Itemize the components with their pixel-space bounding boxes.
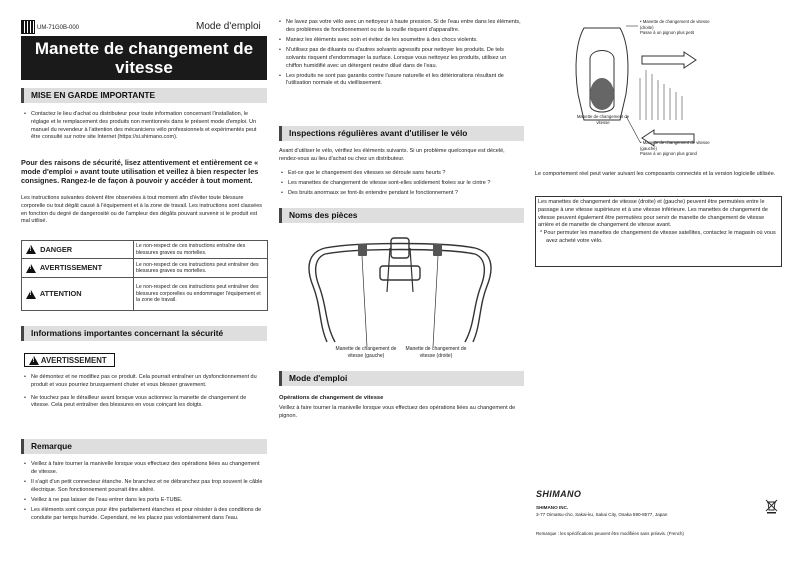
shimano-logo: SHIMANO xyxy=(536,489,582,499)
signal-text: Le non-respect de ces instructions peut entraîner des blessures corporelles ou endommager l'équipement et la zone de travail. xyxy=(134,278,268,311)
mode-text: Veillez à faire tourner la manivelle lorsque vous effectuez des opérations liées au changement de pignon. xyxy=(279,405,516,419)
inspections-list xyxy=(281,170,525,200)
qr-code-icon xyxy=(22,21,34,33)
mode-heading: Mode d'emploi xyxy=(279,371,524,386)
list-item: • Ne démontez et ne modifiez pas ce produit. Cela pourrait entraîner un dysfonctionnement du produit et vous pourriez brusquement chuter et vous blesser gravement. xyxy=(24,374,266,390)
list-item: • Les éléments sont conçus pour être parfaitement étanches et pour résister à des conditions de conduite par temps humide. Cependant, ne les placez pas volontairement dans l'eau. xyxy=(24,507,266,523)
caution-heading: MISE EN GARDE IMPORTANTE xyxy=(21,88,267,103)
list-item: • Des bruits anormaux se font-ils entendre pendant le fonctionnement ? xyxy=(281,190,525,198)
weee-bin-icon xyxy=(765,499,778,514)
diagram-right-sub: Passe à un pignon plus petit xyxy=(640,30,694,36)
mode-subheading: Opérations de changement de vitesse xyxy=(279,395,384,401)
inspections-heading: Inspections régulières avant d'utiliser le vélo xyxy=(279,126,524,141)
safety-heading: Informations importantes concernant la sécurité xyxy=(21,326,267,341)
permute-note-sub: * Pour permuter les manettes de changement de vitesse satellites, contactez le magasin où vous avez acheté votre vélo. xyxy=(540,230,776,244)
diagram-left-name: Manette de changement de vitesse (gauche) xyxy=(640,140,710,151)
table-row xyxy=(22,259,268,278)
safety-list xyxy=(24,374,266,412)
company-address: 3-77 Oimatsu-cho, Sakai-ku, Sakai City, Osaka 590-8577, Japan xyxy=(536,512,668,517)
table-row xyxy=(22,278,268,311)
handlebar-illustration xyxy=(295,232,505,350)
warning-triangle-icon xyxy=(26,264,36,273)
parts-label-right: Manette de changement de vitesse (droite) xyxy=(405,346,467,359)
caution-bold-text: Pour des raisons de sécurité, lisez attentivement et entièrement ce « mode d'emploi » avant toute utilisation et veillez à bien respecter les consignes. Rangez-le de façon à pouvoir y accéder à tout moment. xyxy=(21,158,259,185)
list-item: • Il s'agit d'un petit connecteur étanche. Ne branchez et ne débranchez pas trop souvent le câble électrique. Son fonctionnement pourrait être altéré. xyxy=(24,479,266,495)
signal-text: Le non-respect de ces instructions peut entraîner des blessures graves ou mortelles. xyxy=(134,259,268,278)
diagram-label-right: • Manette de changement de vitesse (droite) Passe à un pignon plus petit xyxy=(640,19,710,36)
remarque-heading: Remarque xyxy=(21,439,267,454)
behavior-note: Le comportement réel peut varier suivant les composants connectés et la version logicielle utilisée. xyxy=(535,171,776,177)
list-item: • Ne lavez pas votre vélo avec un nettoyeur à haute pression. Si de l'eau entre dans les éléments, des problèmes de fonctionnement ou de la rouille risquent d'apparaître. xyxy=(279,19,523,35)
signal-label: ATTENTION xyxy=(39,289,82,299)
diagram-label-shifter: Manette de changement de vitesse xyxy=(576,114,630,125)
diagram-left-sub: Passe à un pignon plus grand xyxy=(640,151,697,157)
list-item: • Est-ce que le changement des vitesses se déroule sans heurts ? xyxy=(281,170,525,178)
inspections-intro: Avant d'utiliser le vélo, vérifiez les éléments suivants. Si un problème quelconque est décelé, rendez-vous au lieu d'achat ou chez un distributeur. xyxy=(279,148,505,162)
list-item: • Les manettes de changement de vitesse sont-elles solidement fixées sur le cintre ? xyxy=(281,180,525,188)
warning-label-box xyxy=(24,353,115,367)
spec-remark: Remarque : les spécifications peuvent être modifiées sans préavis. (French) xyxy=(536,531,684,536)
remarque-list xyxy=(24,461,266,525)
list-item: • Veillez à faire tourner la manivelle lorsque vous effectuez des opérations liées au changement de vitesse. xyxy=(24,461,266,477)
manual-type: Mode d'emploi xyxy=(196,21,261,32)
warning-triangle-icon xyxy=(26,290,36,299)
permute-note-detail: Pour permuter les manettes de changement de vitesse satellites, contactez le magasin où vous avez acheté votre vélo. xyxy=(543,230,776,244)
warning-triangle-icon xyxy=(29,356,39,365)
diagram-label-left: • Manette de changement de vitesse (gauche) Passe à un pignon plus grand xyxy=(640,140,710,157)
list-item: • N'utilisez pas de diluants ou d'autres solvants agressifs pour nettoyer les produits. De tels solvants risquent d'endommager la surface. Lorsque vous nettoyez les produits, utilisez un chiffon humidifié avec un détergent neutre dilué dans de l'eau. xyxy=(279,47,523,70)
table-row xyxy=(22,241,268,259)
signal-label: DANGER xyxy=(40,244,73,254)
signal-word-table xyxy=(21,240,268,311)
caution-list xyxy=(24,111,264,144)
warning-triangle-icon xyxy=(26,245,36,254)
list-item: • Ne touchez pas le dérailleur avant lorsque vous actionnez la manette de changement de vitesse. Cela peut entraîner des blessures en vous coinçant les doigts. xyxy=(24,395,266,411)
list-item: • Les produits ne sont pas garantis contre l'usure naturelle et les détériorations résultant de l'utilisation normale et du vieillissement. xyxy=(279,73,523,89)
list-item: • Maniez les éléments avec soin et évitez de les soumettre à des chocs violents. xyxy=(279,37,523,45)
permute-note-box xyxy=(535,196,782,267)
caution-paragraph: Les instructions suivantes doivent être observées à tout moment afin d'éviter toute blessure corporelle ou tout dégât causé à l'équipement et à la zone de travail. Les instructions sont classées en fonction du degré de dangerosité ou de l'ampleur des dégâts pouvant survenir si le produit est mal utilisé. xyxy=(21,195,263,225)
signal-text: Le non-respect de ces instructions entraîne des blessures graves ou mortelles. xyxy=(134,241,268,259)
signal-label: AVERTISSEMENT xyxy=(39,263,103,273)
doc-number: UM-71G0B-000 xyxy=(37,25,80,31)
list-item: • Veillez à ne pas laisser de l'eau entrer dans les ports E-TUBE. xyxy=(24,497,266,505)
company-name: SHIMANO INC. xyxy=(536,505,569,510)
diagram-right-name: Manette de changement de vitesse (droite) xyxy=(640,19,710,30)
parts-label-left: Manette de changement de vitesse (gauche) xyxy=(335,346,397,359)
permute-note-text: Les manettes de changement de vitesse (droite) et (gauche) peuvent être permutées entre le passage à une vitesse supérieure et à une vitesse inférieure. Les manettes de changement de vitesse peuvent également être permutées pour servir de manette de changement de vitesse arrière et de manette de changement de vitesse avant. xyxy=(538,199,768,229)
page-title: Manette de changement de vitesse xyxy=(21,36,267,80)
care-list xyxy=(279,19,523,91)
parts-heading: Noms des pièces xyxy=(279,208,524,223)
warning-label: AVERTISSEMENT xyxy=(40,356,107,365)
list-item: • Contactez le lieu d'achat ou distributeur pour toute information concernant l'installation, le réglage et le remplacement des produits non mentionnés dans le présent mode d'emploi. Un manuel du revendeur à l'attention des mécaniciens vélo professionnels et expérimentés peut être consulté sur notre site Internet (https://si.shimano.com). xyxy=(24,111,264,142)
